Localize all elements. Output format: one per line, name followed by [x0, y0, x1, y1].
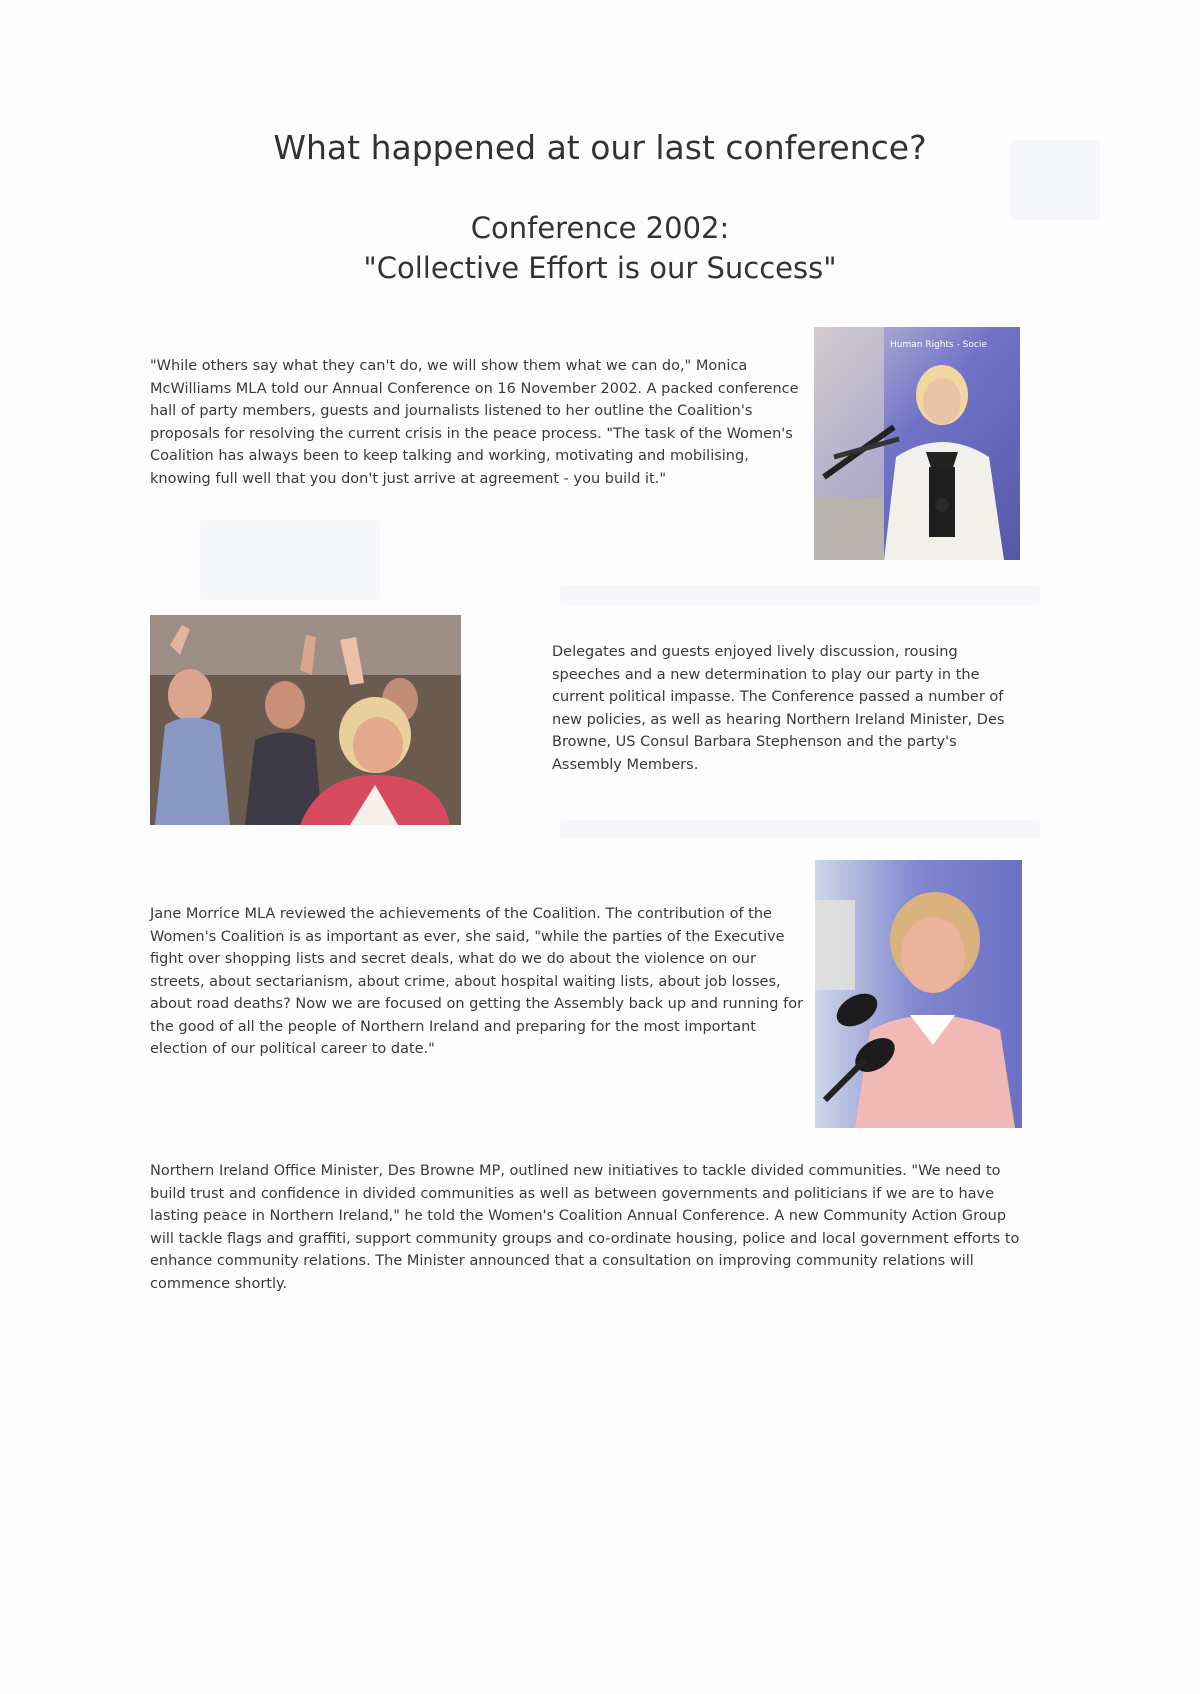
article-paragraph-3: Jane Morrice MLA reviewed the achievements of the Coalition. The contribution of the Women's Coalition is as important as ever, she said, "while the parties of the Executive fight over shopping lists and secret deals, what do we do about the violence on our streets, about sectarianism, about crime, about hospital waiting lists, about job losses, about road deaths? Now we are focused on getting the Assembly back up and running for the good of all the people of Northern Ireland and preparing for the most important election of our political career to date."	[150, 906, 804, 1057]
photo-illustration	[150, 615, 461, 825]
photo-illustration	[815, 860, 1022, 1128]
speaker-at-podium-photo	[814, 327, 1020, 560]
article-paragraph-2: Delegates and guests enjoyed lively discussion, rousing speeches and a new determination to play our party in the current political impasse. The Conference passed a number of new policies, as well as hearing Northern Ireland Minister, Des Browne, US Consul Barbara Stephenson and the party's Assembly Members.	[552, 644, 1005, 773]
bleed-through-mark	[560, 820, 1040, 838]
bleed-through-mark	[200, 520, 380, 600]
photo-banner-text: Human Rights - Socie	[890, 340, 987, 350]
photo-illustration	[814, 327, 1020, 560]
speaker-with-microphone-photo	[815, 860, 1022, 1128]
bleed-through-mark	[560, 585, 1040, 605]
page-subtitle	[0, 208, 1200, 288]
article-paragraph-4: Northern Ireland Office Minister, Des Browne MP, outlined new initiatives to tackle divided communities. "We need to build trust and confidence in divided communities as well as between governments and politicians if we are to have lasting peace in Northern Ireland," he told the Women's Coalition Annual Conference. A new Community Action Group will tackle flags and graffiti, support community groups and co-ordinate housing, police and local government efforts to enhance community relations. The Minister announced that a consultation on improving community relations will commence shortly.	[150, 1163, 1020, 1292]
subtitle-line-2: "Collective Effort is our Success"	[363, 251, 837, 285]
audience-voting-photo	[150, 615, 461, 825]
subtitle-line-1: Conference 2002:	[470, 211, 730, 245]
article-paragraph-1: "While others say what they can't do, we will show them what we can do," Monica McWilliams MLA told our Annual Conference on 16 November 2002. A packed conference hall of party members, guests and journalists listened to her outline the Coalition's proposals for resolving the current crisis in the peace process. "The task of the Women's Coalition has always been to keep talking and working, motivating and mobilising, knowing full well that you don't just arrive at agreement - you build it."	[150, 358, 799, 487]
page-title: What happened at our last conference?	[273, 128, 927, 167]
